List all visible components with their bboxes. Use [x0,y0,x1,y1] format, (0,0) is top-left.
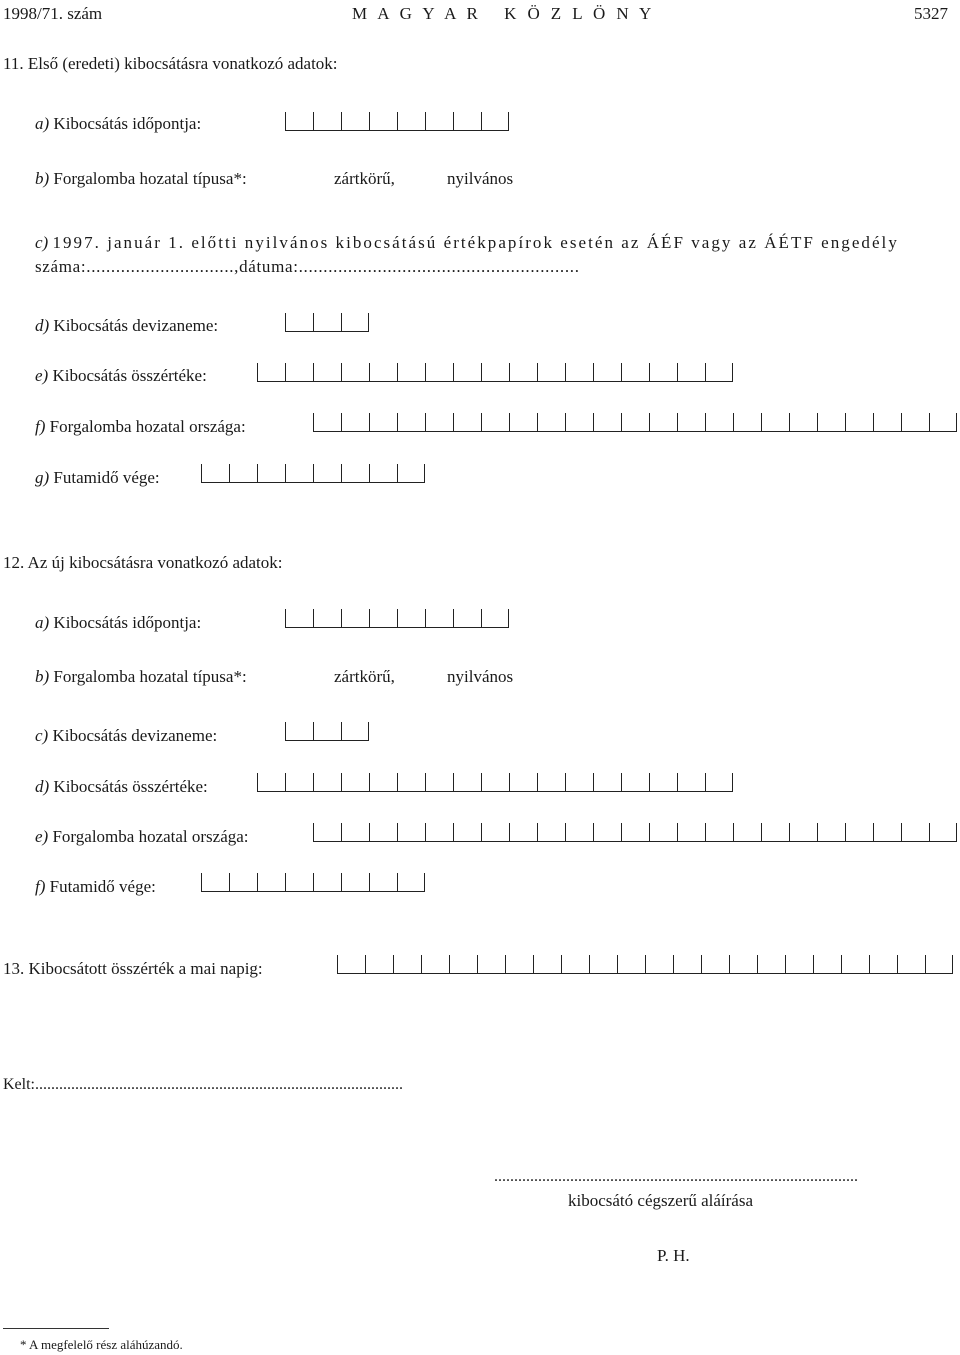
input-box[interactable] [341,413,369,432]
issue-number: 1998/71. szám [3,4,103,23]
input-box[interactable] [425,773,453,792]
input-box[interactable] [393,955,421,974]
input-box[interactable] [705,363,733,382]
input-box[interactable] [621,823,649,842]
input-box[interactable] [901,823,929,842]
s11-b-label [35,170,247,187]
input-box[interactable] [873,413,901,432]
s11-d-boxes[interactable] [285,313,369,331]
input-box[interactable] [453,413,481,432]
input-box[interactable] [453,609,481,628]
input-box[interactable] [481,773,509,792]
input-box[interactable] [369,413,397,432]
input-box[interactable] [537,823,565,842]
input-box[interactable] [477,955,505,974]
input-box[interactable] [313,609,341,628]
input-box[interactable] [481,363,509,382]
input-box[interactable] [313,363,341,382]
s12-d-boxes[interactable] [257,773,733,791]
input-box[interactable] [929,413,957,432]
input-box[interactable] [537,363,565,382]
input-box[interactable] [677,363,705,382]
s12-e-boxes[interactable] [313,823,957,841]
input-box[interactable] [285,722,313,741]
input-box[interactable] [789,823,817,842]
s12-f-letter: f) [35,877,46,896]
input-box[interactable] [257,363,285,382]
s12-a-letter: a) [35,613,50,632]
s11-e-label [35,367,207,384]
input-box[interactable] [285,464,313,483]
input-box[interactable] [397,773,425,792]
footnote: * A megfelelő rész aláhúzandó. [20,1337,183,1352]
input-box[interactable] [285,363,313,382]
s12-a-text: Kibocsátás időpontja: [53,613,202,632]
s11-d-text: Kibocsátás devizaneme: [53,316,219,335]
input-box[interactable] [285,609,313,628]
input-box[interactable] [313,112,341,131]
input-box[interactable] [873,823,901,842]
input-box[interactable] [313,873,341,892]
input-box[interactable] [621,363,649,382]
s11-b-letter: b) [35,169,50,188]
input-box[interactable] [201,464,229,483]
input-box[interactable] [509,363,537,382]
s11-b-text: Forgalomba hozatal típusa*: [53,169,247,188]
input-box[interactable] [817,413,845,432]
input-box[interactable] [845,413,873,432]
input-box[interactable] [397,873,425,892]
s12-c-boxes[interactable] [285,722,369,740]
section-13-title: 13. Kibocsátott összérték a mai napig: [3,959,263,978]
s11-d-letter: d) [35,316,50,335]
input-box[interactable] [561,955,589,974]
input-box[interactable] [925,955,953,974]
input-box[interactable] [285,873,313,892]
input-box[interactable] [369,823,397,842]
input-box[interactable] [341,609,369,628]
input-box[interactable] [397,464,425,483]
input-box[interactable] [481,823,509,842]
input-box[interactable] [285,773,313,792]
input-box[interactable] [313,464,341,483]
input-box[interactable] [705,413,733,432]
input-box[interactable] [481,112,509,131]
input-box[interactable] [537,773,565,792]
s12-c-text: Kibocsátás devizaneme: [52,726,218,745]
input-box[interactable] [589,955,617,974]
input-box[interactable] [929,823,957,842]
input-box[interactable] [841,955,869,974]
input-box[interactable] [649,363,677,382]
s11-a-text: Kibocsátás időpontja: [53,114,202,133]
input-box[interactable] [621,413,649,432]
input-box[interactable] [785,955,813,974]
s12-f-boxes[interactable] [201,873,425,891]
s11-e-boxes[interactable] [257,363,733,381]
s11-d-label [35,317,218,334]
s12-f-label [35,878,156,895]
input-box[interactable] [761,823,789,842]
input-box[interactable] [425,112,453,131]
input-box[interactable] [421,955,449,974]
s11-e-text: Kibocsátás összértéke: [52,366,207,385]
input-box[interactable] [565,363,593,382]
input-box[interactable] [341,873,369,892]
s12-b-label [35,668,247,685]
input-box[interactable] [257,464,285,483]
input-box[interactable] [701,955,729,974]
input-box[interactable] [901,413,929,432]
input-box[interactable] [505,955,533,974]
s12-b-option-public: nyilvános [447,667,514,686]
s12-d-label [35,778,208,795]
page-number: 5327 [914,4,948,23]
input-box[interactable] [845,823,873,842]
s12-c-label [35,727,217,744]
input-box[interactable] [593,363,621,382]
input-box[interactable] [509,413,537,432]
input-box[interactable] [649,773,677,792]
input-box[interactable] [757,955,785,974]
input-box[interactable] [705,823,733,842]
input-box[interactable] [397,609,425,628]
input-box[interactable] [817,823,845,842]
stamp-placeholder: P. H. [657,1246,690,1265]
s12-b-option-closed: zártkörű, [334,667,395,686]
s11-g-text: Futamidő vége: [53,468,160,487]
input-box[interactable] [453,112,481,131]
input-box[interactable] [869,955,897,974]
input-box[interactable] [313,722,341,741]
section-12-title: 12. Az új kibocsátásra vonatkozó adatok: [3,553,283,572]
input-box[interactable] [509,823,537,842]
input-box[interactable] [397,823,425,842]
s12-d-letter: d) [35,777,50,796]
s11-b-option-closed: zártkörű, [334,169,395,188]
input-box[interactable] [341,363,369,382]
input-box[interactable] [313,413,341,432]
input-box[interactable] [673,955,701,974]
input-box[interactable] [369,464,397,483]
s11-a-label [35,115,201,132]
input-box[interactable] [341,823,369,842]
s11-f-label [35,418,246,435]
input-box[interactable] [369,873,397,892]
s12-b-letter: b) [35,667,50,686]
s11-f-boxes[interactable] [313,413,957,431]
input-box[interactable] [229,464,257,483]
input-box[interactable] [313,823,341,842]
input-box[interactable] [201,873,229,892]
input-box[interactable] [285,313,313,332]
input-box[interactable] [565,413,593,432]
footnote-rule [3,1328,109,1329]
s12-c-letter: c) [35,726,49,745]
input-box[interactable] [369,773,397,792]
s11-g-letter: g) [35,468,50,487]
input-box[interactable] [677,823,705,842]
input-box[interactable] [313,773,341,792]
input-box[interactable] [565,773,593,792]
input-box[interactable] [729,955,757,974]
s11-c-text2: száma:..............................,dátuma:......................................................... [35,257,580,276]
input-box[interactable] [449,955,477,974]
kelt-line: Kelt:............................................................................................ [3,1077,403,1093]
s12-a-label [35,614,201,631]
input-box[interactable] [425,609,453,628]
input-box[interactable] [425,823,453,842]
input-box[interactable] [897,955,925,974]
input-box[interactable] [453,363,481,382]
input-box[interactable] [593,823,621,842]
section-11-title: 11. Első (eredeti) kibocsátásra vonatkozó adatok: [3,54,338,73]
input-box[interactable] [677,413,705,432]
input-box[interactable] [369,363,397,382]
input-box[interactable] [481,413,509,432]
input-box[interactable] [369,112,397,131]
input-box[interactable] [593,773,621,792]
input-box[interactable] [453,823,481,842]
input-box[interactable] [733,413,761,432]
input-box[interactable] [789,413,817,432]
input-box[interactable] [425,363,453,382]
journal-title: M A G Y A R K Ö Z L Ö N Y [352,4,655,23]
s11-f-text: Forgalomba hozatal országa: [49,417,246,436]
input-box[interactable] [257,773,285,792]
input-box[interactable] [761,413,789,432]
input-box[interactable] [533,955,561,974]
input-box[interactable] [397,112,425,131]
s11-f-letter: f) [35,417,46,436]
input-box[interactable] [425,413,453,432]
signature-caption: kibocsátó cégszerű aláírása [568,1191,754,1210]
input-box[interactable] [453,773,481,792]
input-box[interactable] [617,955,645,974]
input-box[interactable] [397,363,425,382]
input-box[interactable] [365,955,393,974]
s12-d-text: Kibocsátás összértéke: [53,777,208,796]
input-box[interactable] [341,722,369,741]
s11-a-letter: a) [35,114,50,133]
input-box[interactable] [649,823,677,842]
s11-b-option-public: nyilvános [447,169,514,188]
input-box[interactable] [621,773,649,792]
s11-g-label [35,469,160,486]
input-box[interactable] [649,413,677,432]
input-box[interactable] [341,773,369,792]
s11-c-label [35,234,899,251]
input-box[interactable] [677,773,705,792]
s12-e-letter: e) [35,827,49,846]
input-box[interactable] [509,773,537,792]
input-box[interactable] [313,313,341,332]
input-box[interactable] [645,955,673,974]
s11-c-text: 1997. január 1. előtti nyilvános kibocsátású értékpapírok esetén az ÁÉF vagy az ÁÉTF engedély [52,233,899,252]
input-box[interactable] [565,823,593,842]
s12-f-text: Futamidő vége: [49,877,156,896]
s13-boxes[interactable] [337,955,953,973]
input-box[interactable] [229,873,257,892]
input-box[interactable] [285,112,313,131]
input-box[interactable] [257,873,285,892]
input-box[interactable] [813,955,841,974]
s11-a-boxes[interactable] [285,112,509,130]
input-box[interactable] [537,413,565,432]
s12-e-text: Forgalomba hozatal országa: [52,827,249,846]
input-box[interactable] [341,464,369,483]
input-box[interactable] [705,773,733,792]
input-box[interactable] [341,112,369,131]
input-box[interactable] [593,413,621,432]
input-box[interactable] [341,313,369,332]
s11-g-boxes[interactable] [201,464,425,482]
input-box[interactable] [337,955,365,974]
s12-a-boxes[interactable] [285,609,509,627]
s11-e-letter: e) [35,366,49,385]
input-box[interactable] [481,609,509,628]
s12-b-text: Forgalomba hozatal típusa*: [53,667,247,686]
input-box[interactable] [397,413,425,432]
input-box[interactable] [369,609,397,628]
s11-c-letter: c) [35,233,49,252]
s12-e-label [35,828,249,845]
input-box[interactable] [733,823,761,842]
signature-dots: ........................................................................................... [494,1169,858,1185]
